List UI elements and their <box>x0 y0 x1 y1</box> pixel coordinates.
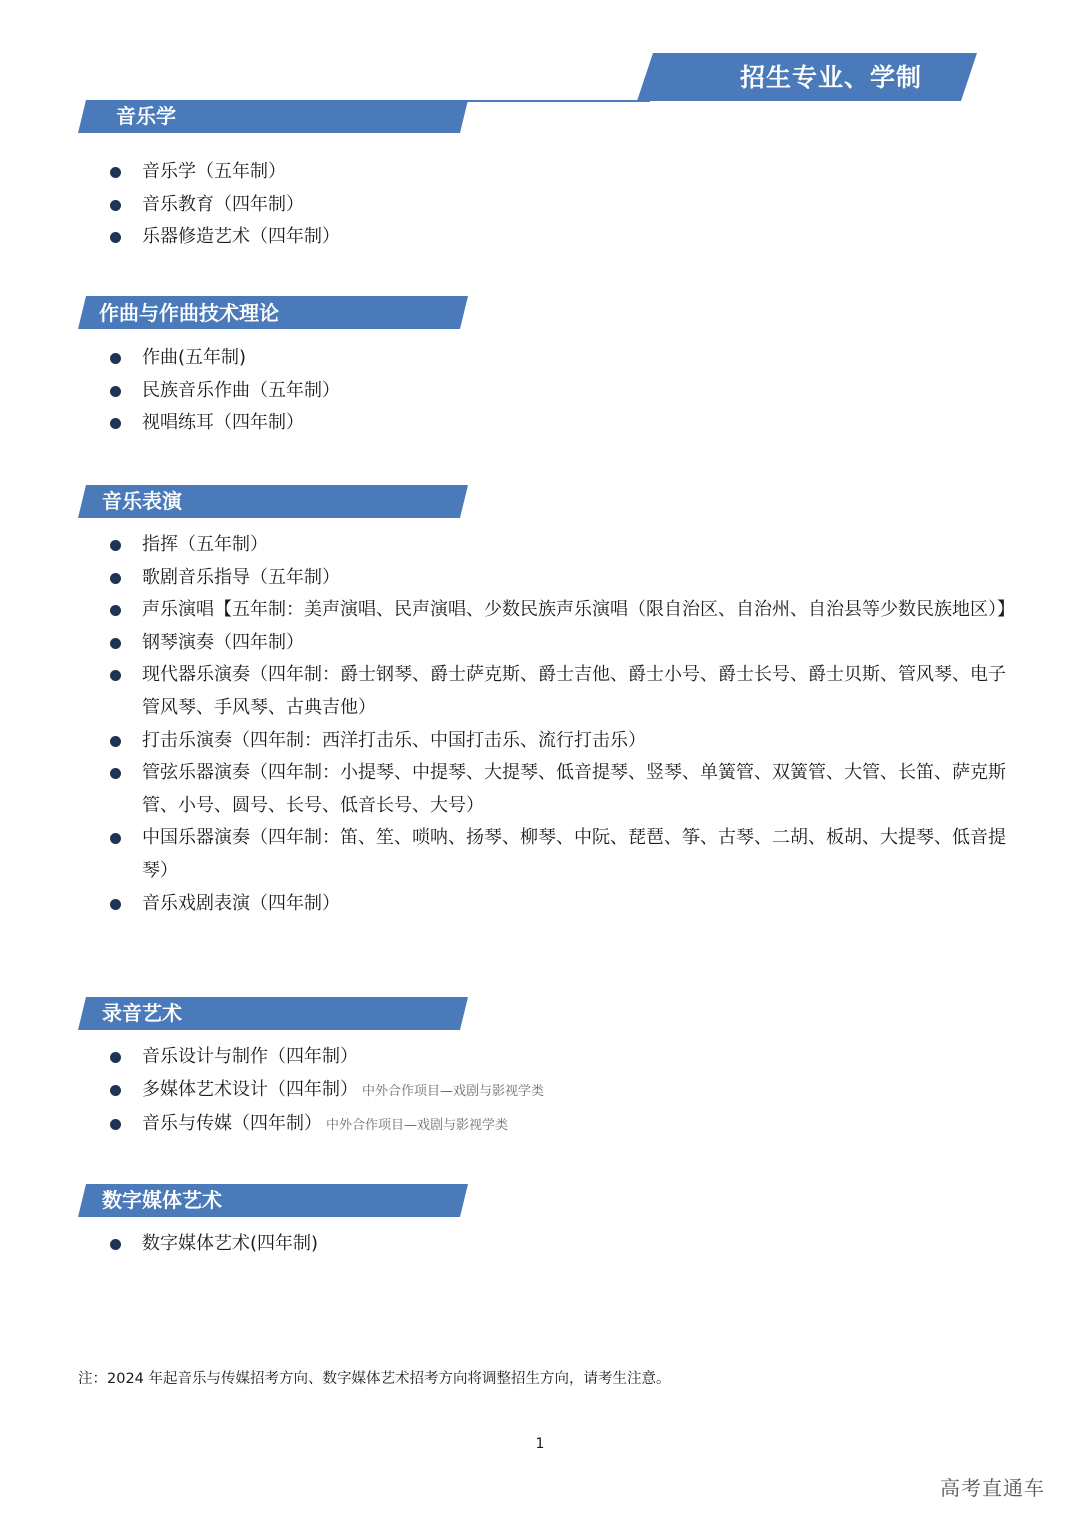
major-list <box>108 1228 1008 1261</box>
list-item <box>108 627 1008 660</box>
program-note: 中外合作项目—戏剧与影视学类 <box>326 1118 509 1134</box>
list-item <box>108 375 1008 408</box>
major-text: 音乐与传媒（四年制） <box>142 1113 322 1135</box>
major-text: 钢琴演奏（四年制） <box>142 631 304 653</box>
major-text: 音乐戏剧表演（四年制） <box>142 892 340 914</box>
watermark: 高考直通车 <box>940 1476 1045 1500</box>
bullet-icon <box>110 1052 121 1063</box>
list-item <box>108 1074 1008 1109</box>
major-list <box>108 1041 1008 1143</box>
major-text: 歌剧音乐指导（五年制） <box>142 566 340 588</box>
bullet-icon <box>110 353 121 364</box>
bullet-icon <box>110 670 121 681</box>
bullet-icon <box>110 1119 121 1130</box>
major-list <box>108 529 1015 920</box>
bullet-icon <box>110 833 121 844</box>
list-item <box>108 1041 1008 1074</box>
major-list <box>108 156 1008 254</box>
major-text: 音乐学（五年制） <box>142 161 286 182</box>
bullet-icon <box>110 1085 121 1096</box>
major-text: 民族音乐作曲（五年制） <box>142 379 340 401</box>
bullet-icon <box>110 540 121 551</box>
list-item <box>108 562 1008 595</box>
major-text: 管弦乐器演奏（四年制：小提琴、中提琴、大提琴、低音提琴、竖琴、单簧管、双簧管、大管、长笛、萨克斯管、小号、圆号、长号、低音长号、大号） <box>142 762 1006 816</box>
major-text: 音乐设计与制作（四年制） <box>142 1046 358 1067</box>
bullet-icon <box>110 232 121 243</box>
section-title: 作曲与作曲技术理论 <box>99 301 279 325</box>
footnote: 注：2024 年起音乐与传媒招考方向、数字媒体艺术招考方向将调整招生方向，请考生注意。 <box>78 1371 671 1387</box>
bullet-icon <box>110 573 121 584</box>
list-item <box>108 156 1008 189</box>
bullet-icon <box>110 768 121 779</box>
list-item <box>108 1228 1008 1261</box>
major-text: 现代器乐演奏（四年制：爵士钢琴、爵士萨克斯、爵士吉他、爵士小号、爵士长号、爵士贝斯、管风琴、电子管风琴、手风琴、古典吉他） <box>142 664 1006 718</box>
major-list <box>108 342 1008 440</box>
list-item <box>108 659 1008 724</box>
section-title: 音乐表演 <box>102 489 182 513</box>
program-note: 中外合作项目—戏剧与影视学类 <box>362 1083 545 1099</box>
bullet-icon <box>110 736 121 747</box>
list-item <box>108 725 1008 758</box>
list-item <box>108 888 1008 921</box>
major-text: 数字媒体艺术(四年制) <box>142 1233 319 1254</box>
bullet-icon <box>110 605 121 616</box>
bullet-icon <box>110 899 121 910</box>
major-text: 多媒体艺术设计（四年制） <box>142 1078 358 1100</box>
major-text: 视唱练耳（四年制） <box>142 412 304 434</box>
major-text: 作曲(五年制) <box>142 347 247 368</box>
bullet-icon <box>110 386 121 397</box>
major-text: 中国乐器演奏（四年制：笛、笙、唢呐、扬琴、柳琴、中阮、琵琶、筝、古琴、二胡、板胡、大提琴、低音提琴） <box>142 827 1006 881</box>
list-item <box>108 407 1008 440</box>
list-item <box>108 529 1008 562</box>
list-item <box>108 822 1008 887</box>
major-text: 打击乐演奏（四年制：西洋打击乐、中国打击乐、流行打击乐） <box>142 729 646 751</box>
section-title: 录音艺术 <box>102 1001 182 1025</box>
bullet-icon <box>110 1239 121 1250</box>
list-item <box>108 189 1008 222</box>
page-number: 1 <box>535 1436 545 1452</box>
list-item <box>108 594 1015 627</box>
list-item <box>108 1108 1008 1143</box>
list-item <box>108 342 1008 375</box>
major-text: 指挥（五年制） <box>142 534 268 555</box>
section-title: 数字媒体艺术 <box>102 1188 222 1212</box>
bullet-icon <box>110 418 121 429</box>
list-item <box>108 221 1008 254</box>
bullet-icon <box>110 200 121 211</box>
major-text: 声乐演唱【五年制：美声演唱、民声演唱、少数民族声乐演唱（限自治区、自治州、自治县等少数民族地区）】 <box>142 599 1015 621</box>
section-title: 音乐学 <box>116 104 176 128</box>
major-text: 乐器修造艺术（四年制） <box>142 226 340 248</box>
bullet-icon <box>110 638 121 649</box>
header-rule <box>450 100 650 102</box>
list-item <box>108 757 1008 822</box>
major-text: 音乐教育（四年制） <box>142 193 304 215</box>
page-title: 招生专业、学制 <box>740 63 923 92</box>
bullet-icon <box>110 167 121 178</box>
